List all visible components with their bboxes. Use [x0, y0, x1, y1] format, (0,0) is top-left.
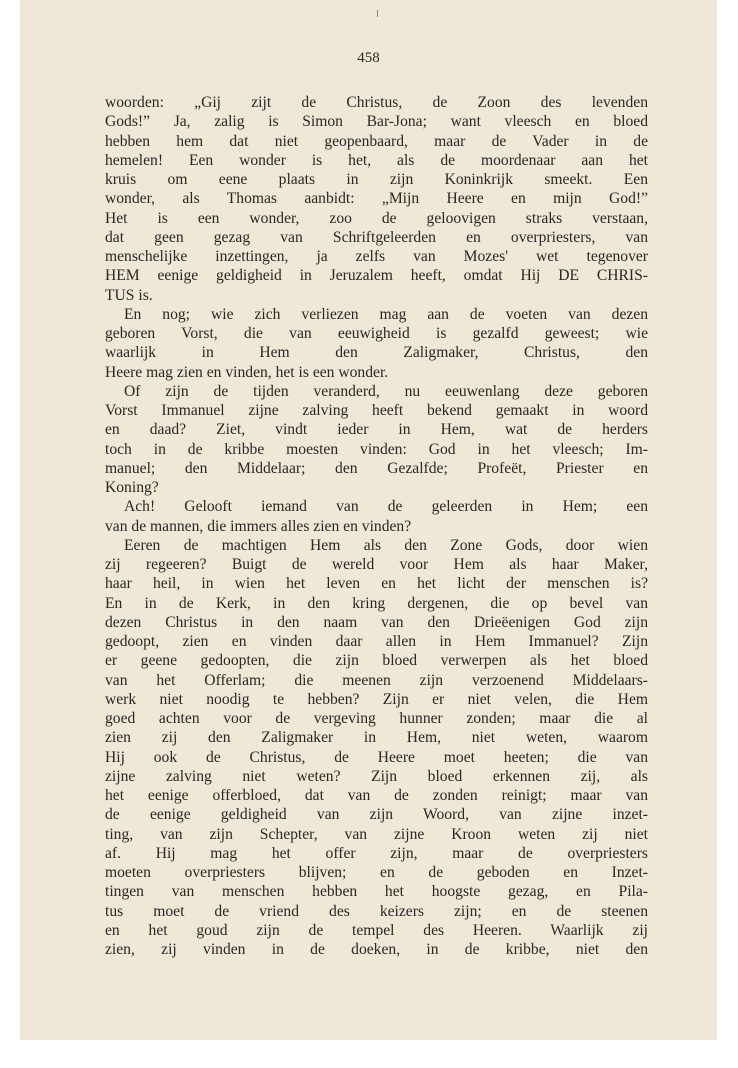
text-line: toch in de kribbe moesten vinden: God in het vleesch; Im-	[105, 440, 648, 458]
text-line: gedoopt, zien en vinden daar allen in Hem Immanuel? Zijn	[105, 633, 648, 650]
text-line: en het goud zijn de tempel des Heeren. Waarlijk zij	[105, 921, 648, 939]
text-line: Vorst Immanuel zijne zalving heeft bekend gemaakt in woord	[105, 402, 648, 419]
text-line: haar heil, in wien het leven en het licht der menschen is?	[105, 575, 648, 593]
text-line: En nog; wie zich verliezen mag aan de voeten van dezen	[124, 305, 648, 323]
text-line: Gods!” Ja, zalig is Simon Bar-Jona; want vleesch en bloed	[105, 113, 648, 131]
text-line: zijne zalving niet weten? Zijn bloed erkennen zij, als	[105, 767, 648, 785]
text-line: geboren Vorst, die van eeuwigheid is gezalfd geweest; wie	[105, 325, 648, 342]
text-line: dat geen gezag van Schriftgeleerden en overpriesters, van	[105, 228, 648, 246]
text-line: En in de Kerk, in den kring dergenen, die op bevel van	[105, 594, 648, 612]
text-line: van de mannen, die immers alles zien en vinden?	[105, 517, 412, 535]
text-line: Heere mag zien en vinden, het is een wonder.	[105, 363, 389, 381]
text-line: manuel; den Middelaar; den Gezalfde; Profeët, Priester en	[105, 459, 648, 477]
text-line: tingen van menschen hebben het hoogste gezag, en Pila-	[105, 883, 648, 901]
text-line: moeten overpriesters blijven; en de geboden en Inzet-	[105, 864, 648, 881]
body-text	[105, 93, 648, 959]
page-mark	[377, 10, 378, 17]
text-line: de eenige geldigheid van zijn Woord, van zijne inzet-	[105, 806, 648, 824]
text-line: tus moet de vriend des keizers zijn; en de steenen	[105, 902, 648, 920]
book-page	[20, 0, 717, 1040]
text-line: zien zij den Zaligmaker in Hem, niet weten, waarom	[105, 729, 648, 747]
text-line: Eeren de machtigen Hem als den Zone Gods, door wien	[124, 536, 648, 554]
text-line: van het Offerlam; die meenen zijn verzoenend Middelaars-	[105, 671, 648, 689]
text-line: HEM eenige geldigheid in Jeruzalem heeft, omdat Hij DE CHRIS-	[105, 267, 648, 285]
text-line: Of zijn de tijden veranderd, nu eeuwenlang deze geboren	[124, 382, 648, 400]
text-line: er geene gedoopten, die zijn bloed verwerpen als het bloed	[105, 652, 648, 670]
text-line: af. Hij mag het offer zijn, maar de overpriesters	[105, 844, 648, 862]
text-line: Hij ook de Christus, de Heere moet heeten; die van	[105, 748, 648, 766]
text-line: zien, zij vinden in de doeken, in de kribbe, niet den	[105, 941, 648, 958]
text-line: dezen Christus in den naam van den Drieëenigen God zijn	[105, 613, 648, 631]
text-line: Het is een wonder, zoo de geloovigen straks verstaan,	[105, 209, 648, 227]
text-line: Koning?	[105, 479, 159, 496]
text-line: hebben hem dat niet geopenbaard, maar de Vader in de	[105, 132, 648, 150]
text-line: kruis om eene plaats in zijn Koninkrijk smeekt. Een	[105, 171, 648, 188]
text-line: zij regeeren? Buigt de wereld voor Hem als haar Maker,	[105, 556, 648, 573]
text-line: wonder, als Thomas aanbidt: „Mijn Heere en mijn God!”	[105, 190, 648, 208]
text-line: waarlijk in Hem den Zaligmaker, Christus, den	[105, 344, 648, 362]
page-number: 458	[357, 50, 380, 66]
text-line: en daad? Ziet, vindt ieder in Hem, wat de herders	[105, 421, 648, 439]
text-line: TUS is.	[105, 286, 153, 304]
text-line: woorden: „Gij zijt de Christus, de Zoon des levenden	[105, 94, 648, 111]
text-line: goed achten voor de vergeving hunner zonden; maar die al	[105, 710, 648, 727]
text-line: het eenige offerbloed, dat van de zonden reinigt; maar van	[105, 787, 648, 804]
text-line: hemelen! Een wonder is het, als de moordenaar aan het	[105, 151, 648, 169]
text-line: ting, van zijn Schepter, van zijne Kroon weten zij niet	[105, 825, 648, 843]
text-line: menschelijke inzettingen, ja zelfs van Mozes' wet tegenover	[105, 248, 648, 265]
text-line: werk niet noodig te hebben? Zijn er niet velen, die Hem	[105, 690, 648, 708]
text-line: Ach! Gelooft iemand van de geleerden in Hem; een	[124, 498, 648, 516]
